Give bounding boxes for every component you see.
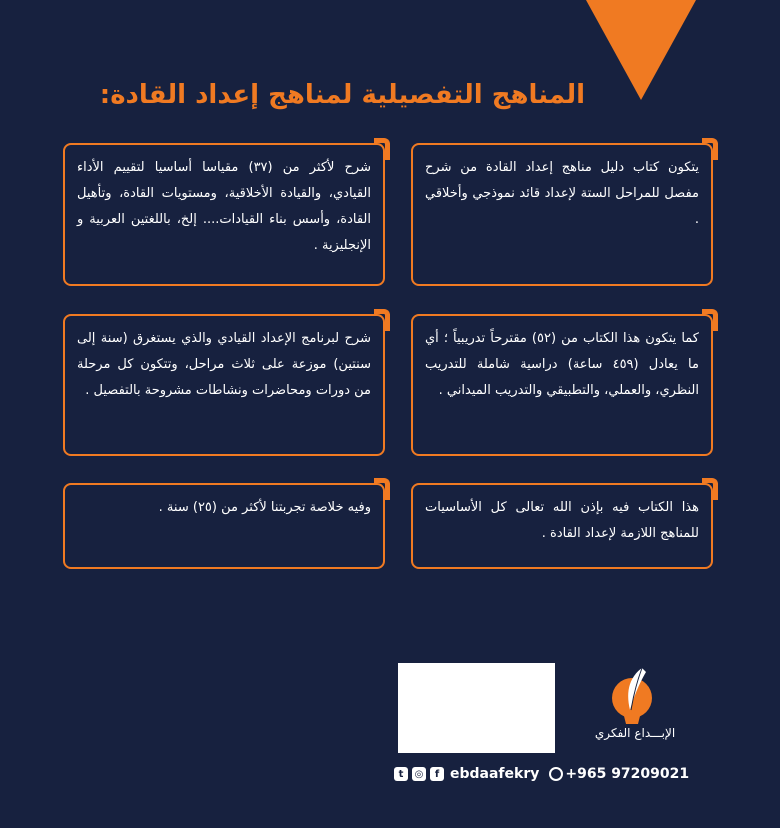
twitter-icon[interactable]: t bbox=[394, 767, 408, 781]
lightbulb-quill-icon bbox=[570, 664, 700, 726]
info-box-text: كما يتكون هذا الكتاب من (٥٢) مقترحاً تدريبياً ؛ أي ما يعادل (٤٥٩ ساعة) دراسية شاملة للتدريب النظري، والعملي، والتطبيقي والتدريب الميداني . bbox=[425, 331, 699, 398]
instagram-icon[interactable]: ◎ bbox=[412, 767, 426, 781]
page-title: المناهج التفصيلية لمناهج إعداد القادة: bbox=[99, 80, 585, 110]
info-box-1 bbox=[411, 143, 713, 286]
logo-text: الإبـــداع الفكري bbox=[594, 726, 676, 740]
publisher-logo bbox=[570, 664, 700, 756]
box-corner-accent bbox=[374, 478, 390, 500]
whatsapp-icon[interactable] bbox=[549, 767, 563, 781]
info-box-6 bbox=[63, 483, 385, 569]
box-corner-accent bbox=[702, 478, 718, 500]
box-corner-accent bbox=[702, 138, 718, 160]
info-box-2 bbox=[63, 143, 385, 286]
contact-bar bbox=[394, 762, 702, 786]
social-handle[interactable]: ebdaafekry bbox=[450, 766, 540, 782]
phone-number[interactable]: +965 97209021 bbox=[565, 766, 690, 782]
info-box-4 bbox=[63, 314, 385, 456]
info-box-5 bbox=[411, 483, 713, 569]
info-box-text: يتكون كتاب دليل مناهج إعداد القادة من شرح مفصل للمراحل الستة لإعداد قائد نموذجي وأخلاقي . bbox=[425, 160, 699, 227]
info-box-text: وفيه خلاصة تجربتنا لأكثر من (٢٥) سنة . bbox=[158, 500, 371, 515]
info-box-text: شرح لأكثر من (٣٧) مقياسا أساسيا لتقييم الأداء القيادي، والقيادة الأخلاقية، ومستويات القادة، وتأهيل القادة، وأسس بناء القيادات.... إلخ، باللغتين العربية و الإنجليزية . bbox=[77, 160, 371, 253]
box-corner-accent bbox=[702, 309, 718, 331]
decorative-triangle bbox=[586, 0, 696, 100]
info-box-text: شرح لبرنامج الإعداد القيادي والذي يستغرق (سنة إلى سنتين) موزعة على ثلاث مراحل، وتتكون كل مرحلة من دورات ومحاضرات ونشاطات مشروحة بالتفصيل . bbox=[77, 331, 371, 398]
info-box-text: هذا الكتاب فيه بإذن الله تعالى كل الأساسيات للمناهج اللازمة لإعداد القادة . bbox=[425, 500, 699, 541]
facebook-icon[interactable]: f bbox=[430, 767, 444, 781]
box-corner-accent bbox=[374, 309, 390, 331]
box-corner-accent bbox=[374, 138, 390, 160]
barcode-placeholder bbox=[398, 663, 555, 753]
info-box-3 bbox=[411, 314, 713, 456]
